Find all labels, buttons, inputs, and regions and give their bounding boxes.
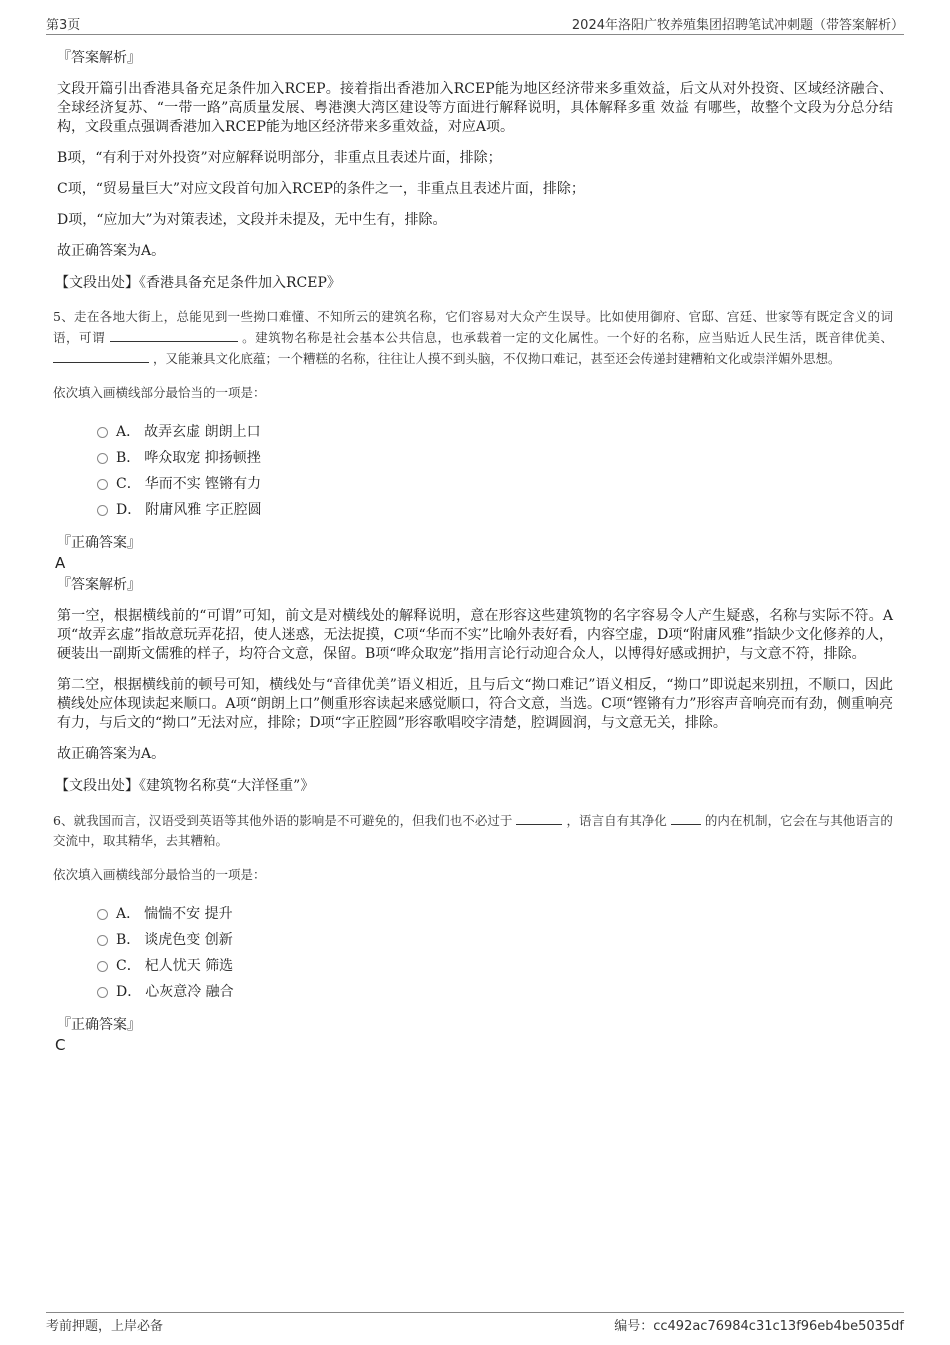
- radio-button-icon[interactable]: [97, 479, 108, 490]
- radio-button-icon[interactable]: [97, 961, 108, 972]
- option-c[interactable]: C． 杞人忧天 筛选: [97, 953, 893, 979]
- option-a[interactable]: A． 惴惴不安 提升: [97, 901, 893, 927]
- analysis-paragraph: 故正确答案为A。: [57, 243, 166, 259]
- option-a[interactable]: A． 故弄玄虚 朗朗上口: [97, 419, 893, 445]
- question-5-prompt: 依次填入画横线部分最恰当的一项是：: [53, 385, 266, 400]
- analysis-paragraph: 第一空，根据横线前的“可谓”可知，前文是对横线处的解释说明，意在形容这些建筑物的名字容易令人产生疑惑，名称与实际不符。A项“故弄玄虚”指故意玩弄花招，使人迷惑，无法捉摸，C项“华而不实”比喻外表好看，内容空虚，D项“附庸风雅”指缺少文化修养的人，硬装出一副斯文儒雅的样子，均符合文意，保留。B项“哗众取宠”指用言论行动迎合众人，以博得好感或拥护，与文意不符，排除。: [57, 608, 893, 662]
- radio-button-icon[interactable]: [97, 987, 108, 998]
- option-c[interactable]: C． 华而不实 铿锵有力: [97, 471, 893, 497]
- document-id: 编号：cc492ac76984c31c13f96eb4be5035df: [614, 1319, 904, 1334]
- correct-answer: C: [55, 1036, 66, 1054]
- analysis-paragraph: C项，“贸易量巨大”对应文段首句加入RCEP的条件之一，非重点且表述片面，排除；: [57, 181, 585, 197]
- analysis-paragraph: 故正确答案为A。: [57, 746, 166, 762]
- correct-answer: A: [55, 554, 66, 572]
- question-6-options: [97, 901, 893, 1005]
- option-b[interactable]: B． 哗众取宠 抑扬顿挫: [97, 445, 893, 471]
- fill-blank: [516, 810, 562, 825]
- option-b[interactable]: B． 谈虎色变 创新: [97, 927, 893, 953]
- question-5-options: [97, 419, 893, 523]
- fill-blank: [671, 810, 701, 825]
- question-6-text: 6、就我国而言，汉语受到英语等其他外语的影响是不可避免的，但我们也不必过于 ，语言自有其净化 的内在机制，它会在与其他语言的交流中，取其精华，去其糟粕。: [53, 810, 893, 851]
- correct-answer-label: 『正确答案』: [57, 535, 141, 551]
- passage-source: 【文段出处】《建筑物名称莫“大洋怪重”》: [55, 778, 315, 794]
- page-header: [46, 14, 904, 35]
- analysis-paragraph: B项，“有利于对外投资”对应解释说明部分，非重点且表述片面，排除；: [57, 150, 502, 166]
- fill-blank: [53, 348, 149, 363]
- analysis-label: 『答案解析』: [57, 50, 141, 66]
- fill-blank: [110, 327, 238, 342]
- page-content: [53, 48, 893, 1057]
- option-d[interactable]: D． 附庸风雅 字正腔圆: [97, 497, 893, 523]
- passage-source: 【文段出处】《香港具备充足条件加入RCEP》: [55, 275, 341, 291]
- question-5-text: 5、走在各地大街上，总能见到一些拗口难懂、不知所云的建筑名称，它们容易对大众产生误导。比如使用御府、官邸、宫廷、世家等有既定含义的词语，可谓 。建筑物名称是社会基本公共信息，也承载着一定的文化属性。一个好的名称，应当贴近人民生活，既音律优美、 ，又能兼具文化底蕴；一个糟糕的名称，往往让人摸不到头脑，不仅拗口难记，甚至还会传递封建糟粕文化或崇洋媚外思想。: [53, 309, 893, 366]
- option-d[interactable]: D． 心灰意冷 融合: [97, 979, 893, 1005]
- footer-slogan: 考前押题，上岸必备: [46, 1319, 164, 1334]
- question-6-prompt: 依次填入画横线部分最恰当的一项是：: [53, 867, 266, 882]
- analysis-paragraph: 第二空，根据横线前的顿号可知，横线处与“音律优美”语义相近，且与后文“拗口难记”语义相反，“拗口”即说起来别扭，不顺口，因此横线处应体现读起来顺口。A项“朗朗上口”侧重形容读起来感觉顺口，符合文意，当选。C项“铿锵有力”形容声音响亮而有劲，侧重响亮有力，与后文的“拗口”无法对应，排除；D项“字正腔圆”形容歌唱咬字清楚，腔调圆润，与文意无关，排除。: [57, 677, 893, 731]
- radio-button-icon[interactable]: [97, 935, 108, 946]
- page-number: 第3页: [46, 18, 81, 33]
- radio-button-icon[interactable]: [97, 909, 108, 920]
- analysis-paragraph: 文段开篇引出香港具备充足条件加入RCEP。接着指出香港加入RCEP能为地区经济带来多重效益，后文从对外投资、区域经济融合、全球经济复苏、“一带一路”高质量发展、粤港澳大湾区建设等方面进行解释说明，具体解释多重 效益 有哪些，故整个文段为分总分结构，文段重点强调香港加入RCEP能为地区经济带来多重效益，对应A项。: [57, 81, 893, 135]
- document-title: 2024年洛阳广牧养殖集团招聘笔试冲刺题（带答案解析）: [571, 18, 904, 33]
- analysis-label: 『答案解析』: [57, 577, 141, 593]
- correct-answer-label: 『正确答案』: [57, 1017, 141, 1033]
- page-footer: [46, 1312, 904, 1333]
- radio-button-icon[interactable]: [97, 505, 108, 516]
- radio-button-icon[interactable]: [97, 427, 108, 438]
- analysis-paragraph: D项，“应加大”为对策表述，文段并未提及，无中生有，排除。: [57, 212, 447, 228]
- radio-button-icon[interactable]: [97, 453, 108, 464]
